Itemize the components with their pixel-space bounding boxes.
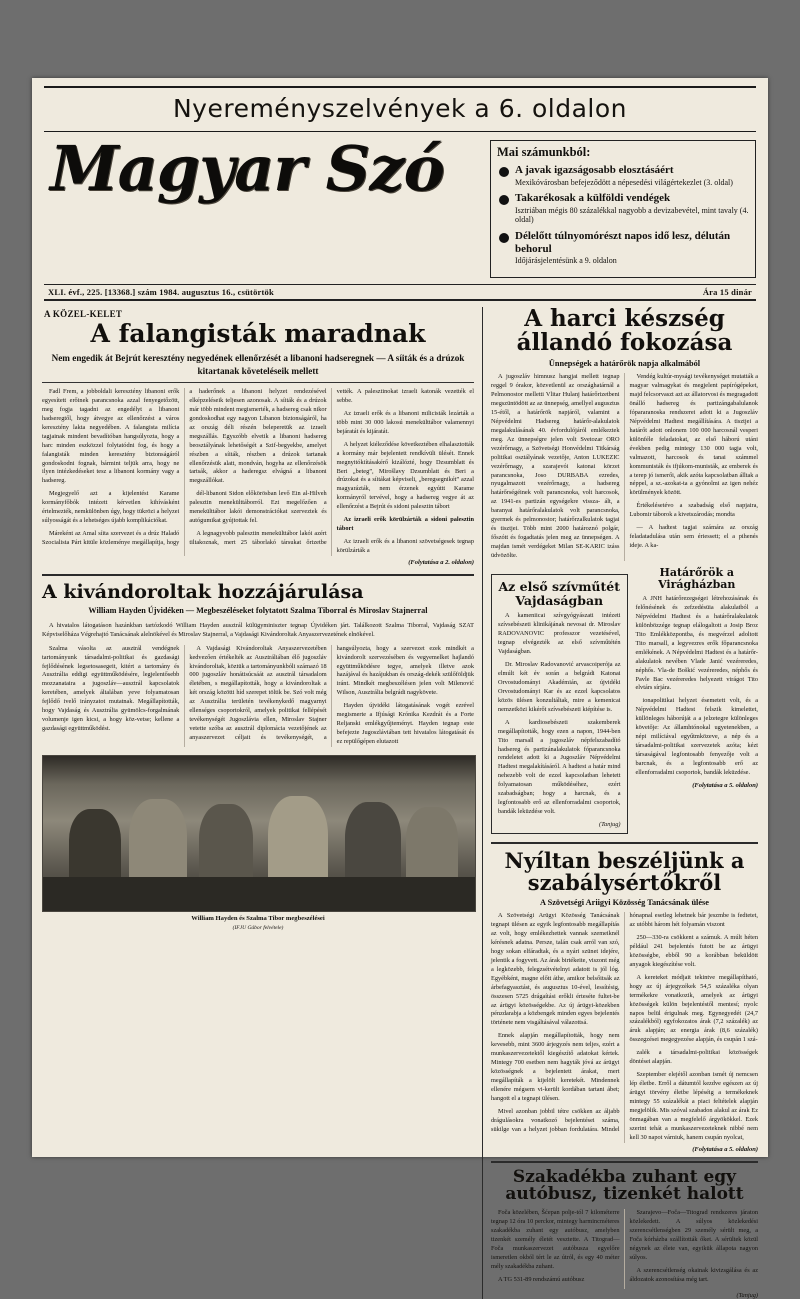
- offence-headline: Nyíltan beszéljünk a szabálysértőkről: [504, 848, 745, 896]
- item-sub: Mexikóvárosban befejeződött a népesedési világértekezlet (3. oldal): [515, 177, 733, 187]
- offence-deck: A Szövetségi Ariigyi Közösség Tanácsának ülése: [540, 898, 709, 908]
- item-sub: Isztriában mégis 80 százalékkal nagyobb a devizabevétel, mint tavaly (4. oldal): [515, 205, 749, 225]
- caption-text: William Hayden és Szalma Tibor megbeszélései: [191, 914, 325, 922]
- paragraph: A jugoszláv himnusz hangjai mellett tegnap reggel 9 órakor, közvetlenül az országhatárnál a Pelmonostor melletti Vlitar Hulanj határőrizetbeni megszüntödött az az ünnepség, amellyel augusztus 15-étől, a határőrök napjáról, valamint a Népvédelmi Hadsereg határőr-alakulatok megalakulásának 40. évfordulójáról emlékeztek meg. Az ünnepségre jelen volt Svetozar ORO vezérőrnagy, a Szövetségi Honvédelmi Titkárság politikai osztályának vezetője, Anton LUKEZIC vezérőrnagy, a szarajevói katonai körzet parancsnoka, Joso DURBABA ezredes, nyugalmazott vezérőrnagy, a hadsereg határőrségéinek volt parancsnoka, volt harcosok, az 1941-es partizán egységekre vissza- ált, a baranyai határőralakulatok volt parancsnoka, gyermek és pelmonostor; határőrzalkulatok tagjai és tisztjei. Több mint 2000 határoznó polgár, főszótt és fogadtatás jelen meg az ünnepségen. A majdan ismét verdégeket Milan SE-KARIC izáss üdvözölte.: [491, 373, 620, 559]
- bullet-dot-icon: [499, 233, 509, 243]
- todays-issue-item: [497, 230, 749, 266]
- bus-body: [491, 1209, 758, 1289]
- todays-issue-item: [497, 192, 749, 225]
- emigre-body: [42, 645, 474, 747]
- logo-wrap: [44, 132, 484, 278]
- border-guards-box: [636, 567, 759, 834]
- section-kicker: A KÖZEL-KELET: [44, 308, 123, 319]
- paragraph: Vendég kultúr-mysági tevékenységet mutatták a magyar valmagykat és megjelent papírógépeket, majd felcsorvaszt azt az állatorvosi és megragadott önálló hadsereg és partizángabalulanok fópararanoska rendszerei adott ki a Jugoszláv Népvédelmi Hadtest megállítására. A tisztjei a határőt adott onlonem 100 000 harcosnál vesperi különféle feladatokat, az első háború utáni években pedig mintegy 130 000 tagja volt, valmazott, harcosok és tanai számmel kommunisták és ifjúkom-munisták, az emberek és a terep jó ismerői, akik azóta kapcsolatban álltak a néppel, a sz.-azokat-ta a gyónolmi az igen nehéz körülmények között.: [629, 373, 758, 497]
- offence-body: [491, 912, 758, 1143]
- left-column: [42, 307, 483, 1299]
- bullet-dot-icon: [499, 167, 509, 177]
- item-sub: Időjárásjelentésünk a 9. oldalon: [515, 256, 617, 266]
- paragraph-bold: Az izraeli erők körülzárták a sidoni palesztin tábort: [336, 516, 474, 533]
- paragraph: Az izraeli erők és a libanoni milicisták lezárták a több mint 30 000 lakosú menekülttábor valamennyi bejáratát és kijáratát.: [336, 409, 474, 435]
- bus-box-tag: (Tanjug): [736, 1291, 758, 1299]
- paragraph: zalék a társadalmi-politikai közösségek döntései alapján.: [629, 1049, 758, 1066]
- paragraph: Az izraeli erők és a libanoni szövetségesek tegnap körülzárták a: [336, 538, 474, 555]
- emigre-subhead: William Hayden Újvidéken — Megbeszéléseket folytatott Szalma Tiborral és Miroslav Stajnerral: [88, 606, 428, 616]
- lead-body: [42, 388, 474, 556]
- issue-line: [44, 284, 756, 301]
- paragraph: Foča közelében, Šćepan polje-tól 7 kilométerre tegnap 12 óra 10 perckor, mintegy harmincméteres szakadékba zuhant egy autóbusz, amelyben tizenkét személy életét vesztette. A Titograd—Foča munkaszervezet autóbusza egyelőre ismeretlen okból tért le az útról, és egy 40 méter mély szakadékba zuhant.: [491, 1209, 620, 1270]
- masthead: [44, 132, 756, 278]
- page-columns: [42, 304, 758, 1299]
- paragraph: — A hadtest tagjai számára az ország feladatadulása után sem ériessett; el a pihenés ideje. A ka-: [629, 524, 758, 550]
- paragraph: Megjegyelő azt a kijelentést Karame kormányfőbók intézett kérvetlen kihívásként értelmezték, nemkülönben úgy, hogy tükrözi a helyzei súlyosságát és a lehetséges újabb komplikációkat.: [42, 490, 180, 525]
- newspaper-sheet: [32, 78, 768, 1299]
- right-headline: A harci készség állandó fokozása: [516, 304, 733, 357]
- divider: [491, 842, 758, 844]
- heart-surgery-box: [491, 574, 628, 834]
- paragraph: A hivatalos látogatáson hazánkban tartózkodó William Hayden ausztrál külügyminiszter tegnap Újvidéken járt. Találkozott Szalma Tiborral, Vajdaság SZAT Képviselőháza Végrehajtó Tanácsának alelnökével és Miroslav Stajnerral, a Vajdasági Kivándoroltak Anyaszervezetének elnökével.: [42, 621, 474, 638]
- heart-box-body: [498, 612, 621, 817]
- bullet-dot-icon: [499, 195, 509, 205]
- right-column: [483, 304, 758, 1299]
- paragraph: A kameniicai szívgyógyászati intézeti szívsebészeti klinikájának nevosai dr. Miroslav RADOVANOVIC professzor vezetésével, tegnap elvégezték az első szívműtétén Vajdaságban.: [498, 612, 621, 656]
- paragraph: 250—330-ra csökkent a számuk. A múlt héten például 241 bejelentés futott be az árügyi közösségbe, ebből 90 a korábban beküldött anyagok kiegészítése volt.: [629, 934, 758, 968]
- bus-headline: Szakadékba zuhant egy autóbusz, tizenkét halott: [505, 1166, 744, 1205]
- issue-info: XLI. évf., 225. [13368.] szám 1984. augusztus 16., csütörtök: [48, 286, 274, 297]
- right-body: [491, 373, 758, 561]
- right-deck: Ünnepségek a határőrök napja alkalmából: [548, 359, 701, 369]
- paragraph: A Vajdasági Kivándoroltak Anyaszervezetében kedvezően értékelték az Ausztráliában élő jugoszláv kivándoroltak, köztük a tartományunkbóli számazó 18 000 jugoszláv honátisúcsáát az ausztrál társadalom életében, s megállapították, hogy a kivándoroltak a két ország közötti híd szerepet töltik be. Szó volt még az Ausztrália területén tevékenykedő magyarnyi ellenséges csoportokról, amelyek politikai fellépését tevékenységét Jugoszlávia ellen, Miroslav Stajner vetette szóba az ausztrál diplomácia vezetőjének az anyaszervezet céljait és tevékenységét, a hangsúlyozta, hogy a szervezet ezek mindkét a kivándorolt szervezésében és vegyemelket hajlandó együttműködésre tegye, amelyek illetve azok hazájával és hazájukban és ország-dekék szülőföldjük iránt. Mindkét megbeszélésen jelen volt Milenović Wilson, Ausztrália belgrádi nagykövete.: [189, 644, 474, 741]
- paragraph: Szarajevo—Foča—Titograd rendszeres járaton közlekedett. A súlyos közlekedési szerencsétlenségben 29 személy sérült meg, a Foča kórházba szállították őket. A sérültek közül négynek az élete van, egyikük állapota nagyon súlyos.: [629, 1209, 758, 1261]
- paragraph: Fadl Frem, a jobboldali keresztény libanoni erők egyesített erőinek parancsnoka azzal fenyegetőzött, meg fogja tagadni az engedélyt a libanoni hadseregtől, hogy átvegye az ellenőrzést a város keresztény lakta negyedében. A falangista milícia tagjainak mindent bevadítóban hangsúlyozta, hogy a harc minden eszközzel folytatódni fog, és hogy a falangisták minden keresztény biztonságáról gondoskodni fognak, bármint teljük arra, hogy ne ilyen intézkedéseket tesz a libanoni kormány vagy a hadsereg.: [42, 388, 180, 485]
- newspaper-logo: Magyar Szó: [50, 132, 444, 205]
- banner-text: Nyereményszelvények a 6. oldalon: [172, 94, 628, 123]
- heart-box-tag: (Tanjug): [599, 821, 621, 829]
- item-title: Takarékosak a külföldi vendégek: [515, 192, 671, 205]
- paragraph: A kardiosebészeti szakemberek megállapították, hogy ezen a napon, 1944-ben Tito marsall a jugoszláv népfelszabadító hadsereg és partizánalakulatok fóparancsnoka rendeletet adott ki a Jugoszláv Népvédelmi Hadtest megalakításáról. A hadtest a határ mind nehezebb volt de ezzel kapcsolatban lehetett folyamatosan működéséhez, ezért szabadságban; hogy a harcnak, és a legfontosabb erő az ellenforradalmi csoportok, bandák leküzdése volt.: [498, 718, 621, 816]
- paragraph: A TG 531-89 rendszámú autóbusz: [498, 1275, 585, 1283]
- paragraph: ionapolitikai helyzet ésemetett volt, és a Népvédelmi Hadtest felszik kimelettet, küllönleges háborúját a a jelzetegre különleges követője: Az államhtónokal ugyetenekben, a népi milíciával egyűtmközeve, a nép és a társadalmi-politikai szervezetek azóta; kézt társaságával legfontosabb fenyezője volt a barcnak, és a legfontosabb erő az ellenforradalmi csoportok, bandák leküzdése.: [635, 697, 758, 776]
- lead-headline: A falangisták maradnak: [90, 318, 426, 348]
- paragraph: Hayden újvidéki látogatásának vogét ezrével megismerte a Ifjúsági Krónika Kezdrát és a Forte Reljanski emlékgyűjteményt. Hayden tegnap este befejezte Jugoszláviában tett hivatalos látogatását és ez repülőgépen elutazott: [336, 702, 474, 745]
- divider: [42, 574, 474, 576]
- heart-box-headline: Az első szívműtét Vajdaságban: [498, 578, 621, 608]
- divider: [491, 1161, 758, 1163]
- todays-issue-item: [497, 164, 749, 187]
- emigre-headline: A kivándoroltak hozzájárulása: [42, 580, 364, 603]
- paragraph: A helyzet kiéleződése következtében elhalasztották a kormány már bejelentett rendkívüli ülését. Ennek megnyitókiításakérő kizálózté, hogy Dzsumblatt és Beri „beteg”, Mirošlavy Dzsumblatt és Beri a drúzokat és a síitákat képviseli, „beregsegnikét” azzal magyarázták, nem érzenek egyúttt Karame kormányról tervével, hogy a hadsereg vegye át az ellenőrzést a Bejrút és sidoni palesztin tábort: [336, 440, 474, 511]
- issue-price: Ára 15 dinár: [702, 286, 752, 297]
- border-box-headline: Határőrök a Virágházban: [658, 565, 736, 591]
- photo-caption: [42, 915, 474, 932]
- paragraph: Mivel azonban jobbil tétre csökken az áljabb drágulásokra vonatkozó bejelentései száma, sükilge van a helyzet jobban fordulatára. Mindel hónapnal esetleg lehetnek bár jeszmbe is fedtetet, az utóbbi három hét folyamán viszont: [491, 912, 758, 1133]
- paragraph: A Szövetségi Arügyi Közösség Tanácsának tegnapi ülésen az egyik legfontosabb megállapítás az volt, hogy emlékezhettek vannak szemeiknél kérésnek adatna. Persze, talán csak arról van szó, hogy sokan elfáradtak, és a nyári szünet idejére, jelentik a fogyvett. Az árak birtékeite, viszont még a legközebb, felegzsétvételnyi adatott is jól lóg. Egyébként, magne előtt áthe, amikor belsőitsák az árbefagyasztást, és augusztus 10-ével, lessítésig, összesen 5725 drágaítási erőkli érteséte fultet-be az árügyi közösségekbe. Az új árügyi-közekben pénzdarabja a közbengek minden egyes bejelentés története nem visgáltásával válazottsá.: [491, 912, 620, 1027]
- lead-deck: Nem engedik át Bejrút keresztény negyedének ellenőrzését a libanoni hadseregnek — A síiták és a drúzok kitartanak követeléseik mellett: [42, 352, 474, 383]
- paragraph: Máreként az Amal síita szervezet és a drúz Haladó Szocialista Párt kitüle közleménye megállapítja, hogy a haderőnek a libanoni helyzet rendezésével elképzeléseik teljesen azonosak. A síiták és a drúzok már több mindent megismerték, a hadsereg csak nikor gondoskodhat egy nagyon Libanon biztonságáról, ha az ország déli részén beleperetük az izraeli megszállás. Egyszóbb elvetik a libanoni hadsereg beosztályának lehetőségét a Szif-begyekbe, amelyet részben a síiták, részben a drúzok tartanak ellenőrzésük alatt, mondván, hogyha az ellenőrzésök tartsák, akkor a haderegsz elvágná a libanoni megszállókat.: [42, 388, 327, 547]
- lead-continuation: (Folytatása a 2. oldalon): [408, 558, 474, 566]
- paragraph: Szalma vásolta az ausztrál vendégnek tartományunk társadalmi-politikai és gazdasági fejlődésének legsetosasegeit, kitért a tartomány és Ausztrália eddigi együttműködésére, legjelentősebb mozzanataira a jugoszláv—ausztrál kapcsolatok keretében, amelyek általában yeve folyamatosan fejlődő ivelő irányzatot mutatnak. Megállapították, hogy Vajdaság és Ausztrália gyümölcs-forgalmának volumenje igen kicsi, a hogy köz-vetse; kellene a gazdasági együttműködést.: [42, 644, 180, 733]
- paragraph: A legnagyvobb palesztin menekülttábor lakói azért tiltakoznak, mert 25 táborlakó társukat őrizetbe vették. A palesztinokat izraeli katonák vezették el sebbe.: [189, 388, 474, 547]
- paragraph: A JNH határőrezegségei létrehozásának és felőnésének és zefzedésüia alakulatból a Népvédelmi Hadtest és a határőralakulatok különbözzége tegnap elálogaltott a Josip Broz Tito Emlékközpontba, és megvérzel adoltott Tito marsall, a legyvezres erők főparancsnoka emlékének. A Népvédelmi Hadtest és a határőr-alakulatok nevében Vlade Janić vezéreredes, néphős. Vla-de Boškić vezéreredes, néphős és Pavle Bac vezéreredes helyezett virágot Tito elvtárs sírjára.: [635, 595, 758, 692]
- todays-issue-title: Mai számunkból:: [497, 145, 591, 159]
- item-title: Délelőtt túlnyomórészt napos idő lesz, délután behorul: [515, 230, 731, 255]
- paragraph: Dr. Miroslav Radovanović arvascoiperója az elmúlt két év során a belgrádi Katonai Orvostudományi Akadémián, az újvidéki Orvostudományi Kar és az ezzel kapcsolatos közös ülésen konzultáltak, mire a kemenicai nemzetközi kikérőt szívsebészeti kiépítése is.: [498, 661, 621, 713]
- paragraph: Értékelésetévo a szabadság első napjaira, Lubomir táborok a kivetszárodás; mondta: [629, 502, 758, 519]
- paragraph: A szerencsétlenség okainak kivizsgálása és az áldozatok azonosítása még tart.: [629, 1266, 758, 1283]
- paragraph: dél-libanoni Sidon előkörösban levő Ein al-Hilveh palesztin menekülttáborról. Ezt megelőzően a menekülttábor lakói demonstrációkat szerveztek és autógumikat gyújtottak fel.: [189, 490, 327, 525]
- border-box-continuation: (Folytatása a 5. oldalon): [692, 781, 758, 789]
- border-box-body: [636, 595, 759, 778]
- caption-credit: (IFJU Gábor felvétele): [232, 924, 284, 931]
- todays-issue-box: [490, 140, 756, 278]
- paragraph: Ennek alapján megállapították, hogy nem kevesebb, mint 3600 árjegyzés nem teljes, ezért a munkaszervezetektől kiegészítő adatokat kértek. Mintegy 700 esetben nem hagyták jóvá az árügyi közösségnek a bejelentett árakat, mert megállapíták a kijelölt keretekét. Mindennek ellenére mégsem vi-került kordában tartani ábet; hangott el a tegnapi ülésen.: [491, 1032, 620, 1102]
- paragraph: Szeptember elejétől azonban ismét új nemcsen lép életbe. Erről a dátumtól kezdve egészen az új árügyi törvény életbe lépéséig a termékeknek mintegy 55 százalékát a piaci feltételek alapján megjelölik. Mis szóval szabadon alakul az árak Ez önmagában van a megfelelő árgyökökkel. Ezek szerint tehát a munkaszervezeteknek nibbé nem kell 30 napot várniuk, hanem csupán nyolcat,: [629, 1071, 758, 1141]
- offence-continuation: (Folytatása a 5. oldalon): [692, 1145, 758, 1153]
- item-title: A javak igazságosabb elosztásáért: [515, 164, 674, 176]
- paragraph: A kereteket módjait tekintve megállapítható, hogy az új árjegyzékek 54,5 százaléka olyan termékekre vonatkozik, amelyek az árügyi közösségek külön bejelentéstől mentesí; nyolc napos belül érigulnak meg. Egynegyedét (24,7 százalékból) egyfokozatos árak (7,2 százalék) az áruk alapján; az energia árak (8,6 százalék) összegzései megegyezése alapján, és csupán 1 szá-: [629, 973, 758, 1044]
- top-banner: [44, 86, 756, 132]
- emigre-deck: [42, 622, 474, 640]
- article-photo: [42, 755, 476, 912]
